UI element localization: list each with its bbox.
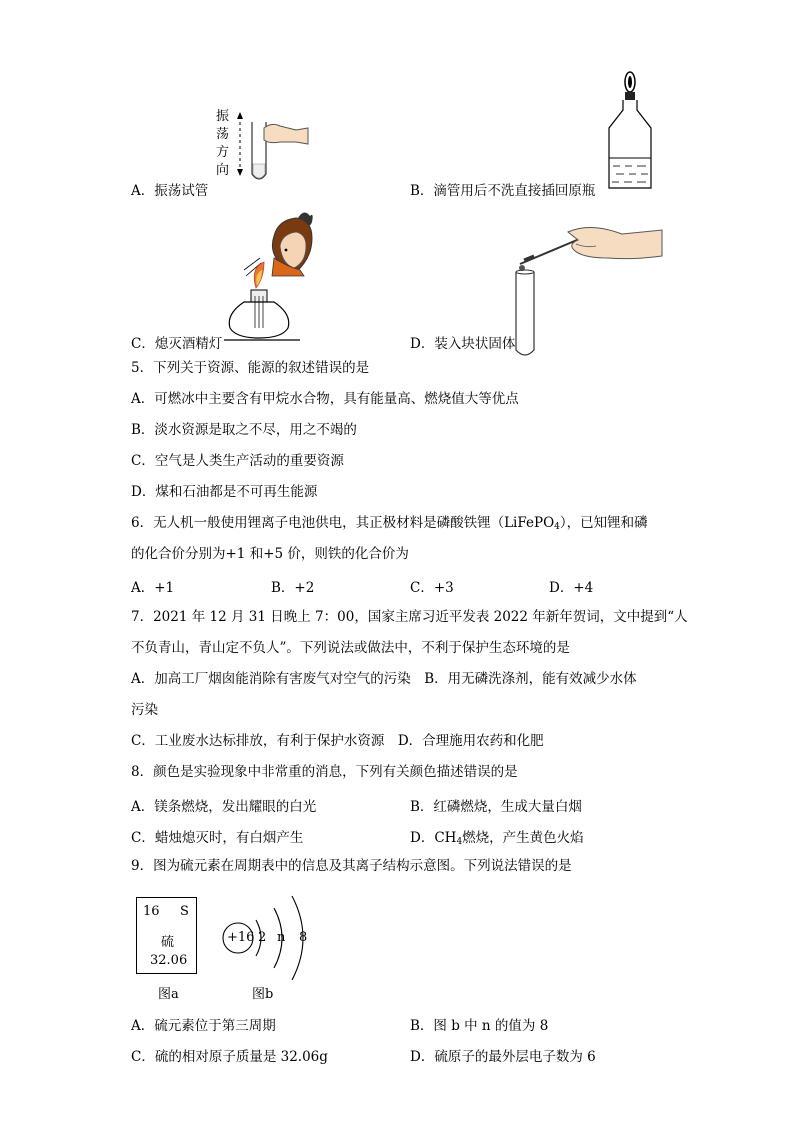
- figure-b-caption: 图b: [252, 987, 274, 1002]
- q9-stem: 9．图为硫元素在周期表中的信息及其离子结构示意图。下列说法错误的是: [131, 858, 572, 874]
- element-name: 硫: [161, 935, 175, 950]
- nucleus-charge: +16: [227, 930, 255, 945]
- q6-stem-line1: 6．无人机一般使用锂离子电池供电，其正极材料是磷酸铁锂（LiFePO$_4$），已知锂和磷: [131, 515, 648, 532]
- q6-option-d: D．+4: [549, 580, 594, 596]
- q9-option-b: B．图 b 中 n 的值为 8: [410, 1018, 549, 1034]
- q8-option-b: B．红磷燃烧，生成大量白烟: [410, 799, 582, 815]
- q5-stem: 5．下列关于资源、能源的叙述错误的是: [131, 360, 370, 376]
- q5-option-b: B．淡水资源是取之不尽，用之不竭的: [131, 422, 357, 438]
- q5-option-a: A．可燃冰中主要含有甲烷水合物，具有能量高、燃烧值大等优点: [131, 391, 519, 407]
- q8-option-d: D．$CH_4$燃烧，产生黄色火焰: [410, 830, 584, 847]
- q4-figure-a-text: 振 荡 方 向: [216, 109, 230, 178]
- add-solid-figure: [512, 226, 672, 358]
- q6-option-a: A．+1: [131, 580, 175, 596]
- q4-option-a: A．振荡试管: [131, 183, 209, 199]
- figure-a-caption: 图a: [158, 987, 179, 1002]
- element-box: [136, 897, 197, 974]
- q6-option-c: C．+3: [410, 580, 454, 596]
- q4-option-c: C．熄灭酒精灯: [131, 336, 223, 352]
- q9-option-d: D．硫原子的最外层电子数为 6: [410, 1049, 596, 1065]
- q7-options-ab: A．加高工厂烟囱能消除有害废气对空气的污染 B．用无磷洗涤剂，能有效减少水体: [131, 671, 637, 687]
- q8-option-a: A．镁条燃烧，发出耀眼的白光: [131, 799, 317, 815]
- atomic-number: 16: [143, 904, 160, 919]
- atomic-mass: 32.06: [150, 953, 188, 968]
- q5-option-c: C．空气是人类生产活动的重要资源: [131, 453, 344, 469]
- q7-options-cd: C．工业废水达标排放，有利于保护水资源 D．合理施用农药和化肥: [131, 733, 544, 749]
- q6-option-b: B．+2: [271, 580, 315, 596]
- q7-stem-line2: 不负青山，青山定不负人”。下列说法或做法中，不利于保护生态环境的是: [131, 640, 570, 656]
- shell-3-electrons: 8: [299, 930, 308, 945]
- q5-option-d: D．煤和石油都是不可再生能源: [131, 484, 318, 500]
- q4-option-d: D．装入块状固体: [410, 336, 516, 352]
- q6-stem-line2: 的化合价分别为+1 和+5 价，则铁的化合价为: [131, 546, 409, 562]
- q7-options-ab-cont: 污染: [131, 702, 158, 718]
- shell-2-electrons: n: [277, 930, 286, 945]
- q4-option-b: B．滴管用后不洗直接插回原瓶: [410, 183, 596, 199]
- q9-option-a: A．硫元素位于第三周期: [131, 1018, 276, 1034]
- q9-option-c: C．硫的相对原子质量是 32.06g: [131, 1049, 328, 1065]
- element-symbol: S: [180, 904, 189, 919]
- q8-option-c: C．蜡烛熄灭时，有白烟产生: [131, 830, 304, 846]
- q8-stem: 8．颜色是实验现象中非常重的消息，下列有关颜色描述错误的是: [131, 764, 518, 780]
- shake-test-tube-figure: [236, 112, 316, 192]
- shell-1-electrons: 2: [258, 930, 267, 945]
- alcohol-lamp-figure: [234, 206, 324, 341]
- q7-stem-line1: 7．2021 年 12 月 31 日晚上 7：00，国家主席习近平发表 2022 年新年贺词，文中提到“人: [131, 609, 688, 625]
- dropper-bottle-figure: [606, 70, 656, 192]
